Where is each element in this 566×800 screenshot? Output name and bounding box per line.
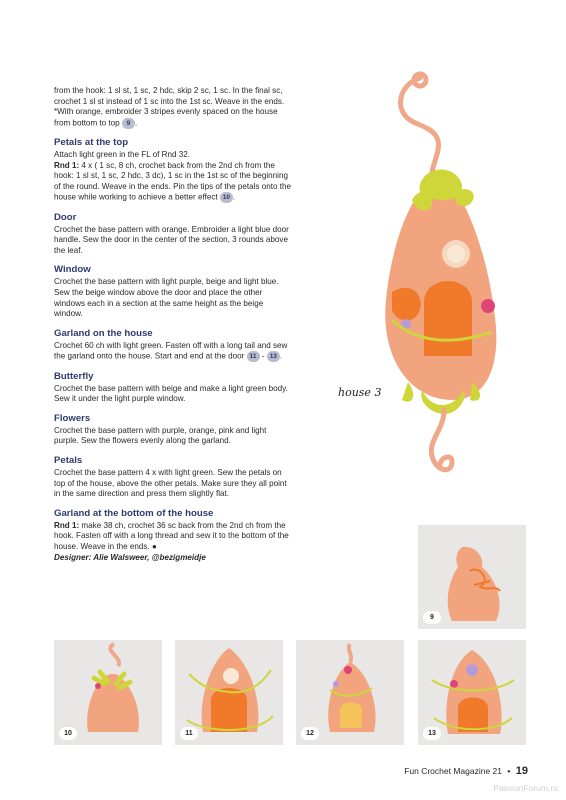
door-text: Crochet the base pattern with orange. Embroider a light blue door handle. Sew the door in the center of the section, 3 rounds above the leaf.	[54, 224, 289, 255]
hero-crochet-house-image	[372, 70, 522, 500]
petals-top-text: Attach light green in the FL of Rnd 32. Rnd 1: 4 x ( 1 sc, 8 ch, crochet back from the 2nd ch from the hook: 1 sl st, 1 sc, 2 hdc, 3 dc), 1 sc in the 1st sc of the beginning of the round. Weave in the ends. Pin the tips of the petals onto the house while working to achieve a better effect 10 .	[54, 150, 291, 203]
photo-ref-badge: 13	[267, 351, 280, 362]
watermark: PassionForum.ru	[493, 783, 558, 793]
photo-ref-badge: 10	[220, 192, 233, 203]
section-title-petals-top: Petals at the top	[54, 137, 129, 149]
page-footer	[404, 765, 528, 777]
section-title-garland: Garland on the house	[54, 327, 153, 339]
photo-number-badge: 10	[59, 727, 77, 740]
designer-credit: Designer: Alie Walsweer, @bezigmeidje	[54, 552, 206, 562]
step-photo-9	[418, 525, 526, 629]
flowers-text: Crochet the base pattern with purple, orange, pink and light purple. Sew the flowers evenly along the garland.	[54, 425, 267, 446]
step-photo-11	[175, 640, 283, 745]
photo-ref-badge: 9	[122, 118, 135, 129]
intro-paragraph: from the hook: 1 sl st, 1 sc, 2 hdc, skip 2 sc, 1 sc. In the final sc, crochet 1 sl st instead of 1 sc into the 1st sc. Weave in the ends. *With orange, embroider 3 stripes evenly spaced on the house from bottom to top 9 .	[54, 86, 285, 128]
photo-ref-badge: 11	[247, 351, 260, 362]
section-title-butterfly: Butterfly	[54, 370, 94, 382]
photo-number-badge: 12	[301, 727, 319, 740]
footer-bullet: •	[507, 766, 511, 776]
section-title-flowers: Flowers	[54, 412, 91, 424]
section-title-window: Window	[54, 264, 91, 276]
step-photo-13	[418, 640, 526, 745]
photo-number-badge: 13	[423, 727, 441, 740]
section-title-garland-bottom: Garland at the bottom of the house	[54, 507, 214, 519]
photo-number-badge: 11	[180, 727, 198, 740]
window-text: Crochet the base pattern with light purple, beige and light blue. Sew the beige window above the door and place the other windows each in a section at the same height as the beige window.	[54, 277, 279, 319]
photo-number-badge: 9	[423, 611, 441, 624]
garland-text: Crochet 60 ch with light green. Fasten off with a long tail and sew the garland onto the house. Start and end at the door 11 - 13 .	[54, 340, 288, 362]
step-photo-10	[54, 640, 162, 745]
step-photo-12	[296, 640, 404, 745]
butterfly-text: Crochet the base pattern with beige and make a light green body. Sew it under the light purple window.	[54, 383, 288, 404]
garland-bottom-text: Rnd 1: make 38 ch, crochet 36 sc back from the 2nd ch from the hook. Fasten off with a long thread and sew it to the bottom of the house. Weave in the ends. ● Designer: Alie Walsweer, @bezigmeidje	[54, 520, 289, 562]
section-title-petals: Petals	[54, 454, 83, 466]
hero-caption: house 3	[338, 386, 382, 399]
section-title-door: Door	[54, 211, 77, 223]
page-number: 19	[515, 765, 528, 777]
instructions-column	[54, 86, 292, 563]
magazine-title: Fun Crochet Magazine 21	[404, 766, 503, 776]
petals-text: Crochet the base pattern 4 x with light green. Sew the petals on top of the house, above the other petals. Make sure they all point in the same direction and press them slightly flat.	[54, 467, 287, 499]
